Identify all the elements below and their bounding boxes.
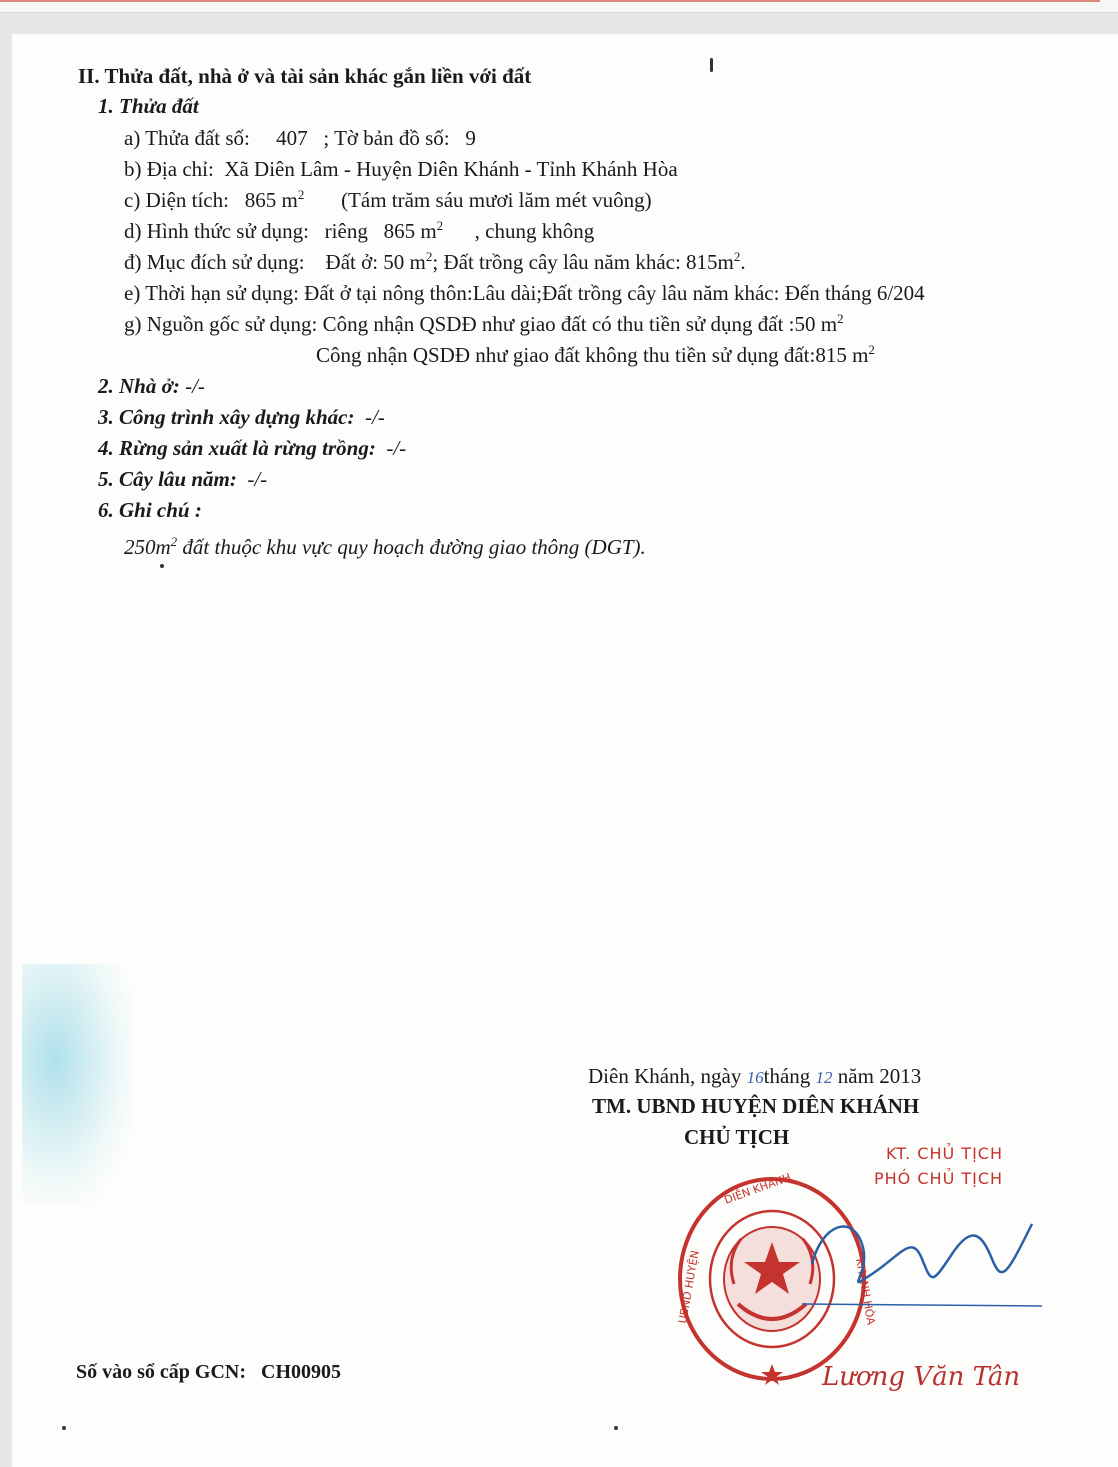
parcel-number-line (124, 124, 476, 152)
perennial-label: 5. Cây lâu năm: (98, 467, 237, 491)
usage-form-label: d) Hình thức sử dụng: (124, 219, 309, 243)
area-label: c) Diện tích: (124, 188, 229, 212)
area-words: (Tám trăm sáu mươi lăm mét vuông) (341, 188, 652, 212)
sign-day: 16 (746, 1068, 764, 1087)
origin-text-1: g) Nguồn gốc sử dụng: Công nhận QSDĐ như giao đất có thu tiền sử dụng đất :50 m (124, 312, 838, 336)
svg-text:UBND HUYỆN: UBND HUYỆN (676, 1249, 702, 1325)
registry-line (76, 1358, 341, 1386)
origin-line-1: g) Nguồn gốc sử dụng: Công nhận QSDĐ như giao đất có thu tiền sử dụng đất :50 $m^2$ (124, 311, 844, 336)
usage-shared: , chung không (474, 219, 595, 243)
forest-line (98, 434, 406, 462)
address-label: b) Địa chỉ: (124, 157, 214, 181)
note-text-line: $250m^2$ đất thuộc khu vực quy hoạch đường giao thông (DGT). (124, 534, 646, 559)
house-value: -/- (185, 374, 205, 398)
month-label: tháng (763, 1064, 811, 1088)
construction-value: -/- (364, 405, 385, 429)
origin-line-2: Công nhận QSDĐ như giao đất không thu tiền sử dụng đất:815 $m^2$ (316, 342, 875, 367)
term-line: e) Thời hạn sử dụng: Đất ở tại nông thôn:Lâu dài;Đất trồng cây lâu năm khác: Đến tháng 6/204 (124, 281, 925, 305)
registry-number: CH00905 (261, 1361, 342, 1383)
construction-label: 3. Công trình xây dựng khác: (98, 405, 355, 429)
purpose-label: đ) Mục đích sử dụng: (124, 250, 305, 274)
registry-label: Số vào sổ cấp GCN: (76, 1361, 247, 1383)
forest-label: 4. Rừng sản xuất là rừng trồng: (98, 436, 376, 460)
construction-line (98, 403, 385, 431)
house-line (98, 372, 205, 400)
ink-dot-bottom-2 (614, 1426, 618, 1430)
purpose-residential: Đất ở: 50 m (325, 250, 426, 274)
sign-month: 12 (815, 1068, 833, 1087)
sign-year: năm 2013 (837, 1064, 922, 1088)
deputy-label-2: PHÓ CHỦ TỊCH (874, 1169, 1004, 1188)
note-area: 250m (124, 535, 171, 559)
note-label: 6. Ghi chú : (98, 498, 202, 522)
signer-name: Lương Văn Tân (822, 1362, 1021, 1392)
ink-dot-bottom (62, 1426, 66, 1430)
note-text: đất thuộc khu vực quy hoạch đường giao thông (DGT). (182, 535, 646, 559)
origin-text-2: Công nhận QSDĐ như giao đất không thu tiền sử dụng đất:815 m (316, 343, 869, 367)
ink-mark (710, 58, 713, 72)
usage-private-area: 865 m (383, 219, 437, 243)
signing-org: TM. UBND HUYỆN DIÊN KHÁNH (592, 1094, 920, 1118)
purpose-perennial: ; Đất trồng cây lâu năm khác: 815m (432, 250, 734, 274)
purpose-line: đ) Mục đích sử dụng: Đất ở: 50 $m^2$; Đất trồng cây lâu năm khác: $815m^2$. (124, 249, 746, 274)
usage-private-label: riêng (324, 219, 368, 243)
deputy-label-1: KT. CHỦ TỊCH (886, 1144, 1003, 1163)
purpose-tail: . (740, 250, 746, 274)
svg-text:KHÁNH HÒA: KHÁNH HÒA (853, 1257, 878, 1326)
signing-title: CHỦ TỊCH (684, 1125, 790, 1149)
watermark-blot (22, 964, 132, 1204)
parcel-number: 407 (276, 126, 308, 150)
document-page (12, 34, 1118, 1467)
map-sheet-label: ; Tờ bản đồ số: (323, 126, 450, 150)
map-sheet-number: 9 (465, 126, 476, 150)
area-value: 865 m (244, 188, 298, 212)
top-bar (0, 0, 1118, 13)
address-value: Xã Diên Lâm - Huyện Diên Khánh - Tỉnh Khánh Hòa (224, 157, 678, 181)
signature (802, 1204, 1042, 1314)
ink-dot (160, 564, 164, 568)
parcel-heading: 1. Thửa đất (98, 94, 199, 118)
address-line (124, 155, 678, 183)
house-label: 2. Nhà ở: (98, 374, 180, 398)
usage-form-line: d) Hình thức sử dụng: riêng 865 $m^2$ , chung không (124, 218, 595, 243)
place-date-prefix: Diên Khánh, ngày (588, 1064, 742, 1088)
parcel-number-label: a) Thửa đất số: (124, 126, 250, 150)
note-line (98, 496, 202, 524)
perennial-value: -/- (247, 467, 268, 491)
perennial-line (98, 465, 267, 493)
area-line: c) Diện tích: 865 $m^2$ (Tám trăm sáu mươi lăm mét vuông) (124, 187, 652, 212)
forest-value: -/- (386, 436, 407, 460)
section-title: II. Thửa đất, nhà ở và tài sản khác gắn liền với đất (78, 64, 532, 88)
place-date-line (588, 1062, 921, 1092)
svg-text:DIÊN KHÁNH: DIÊN KHÁNH (722, 1170, 793, 1207)
